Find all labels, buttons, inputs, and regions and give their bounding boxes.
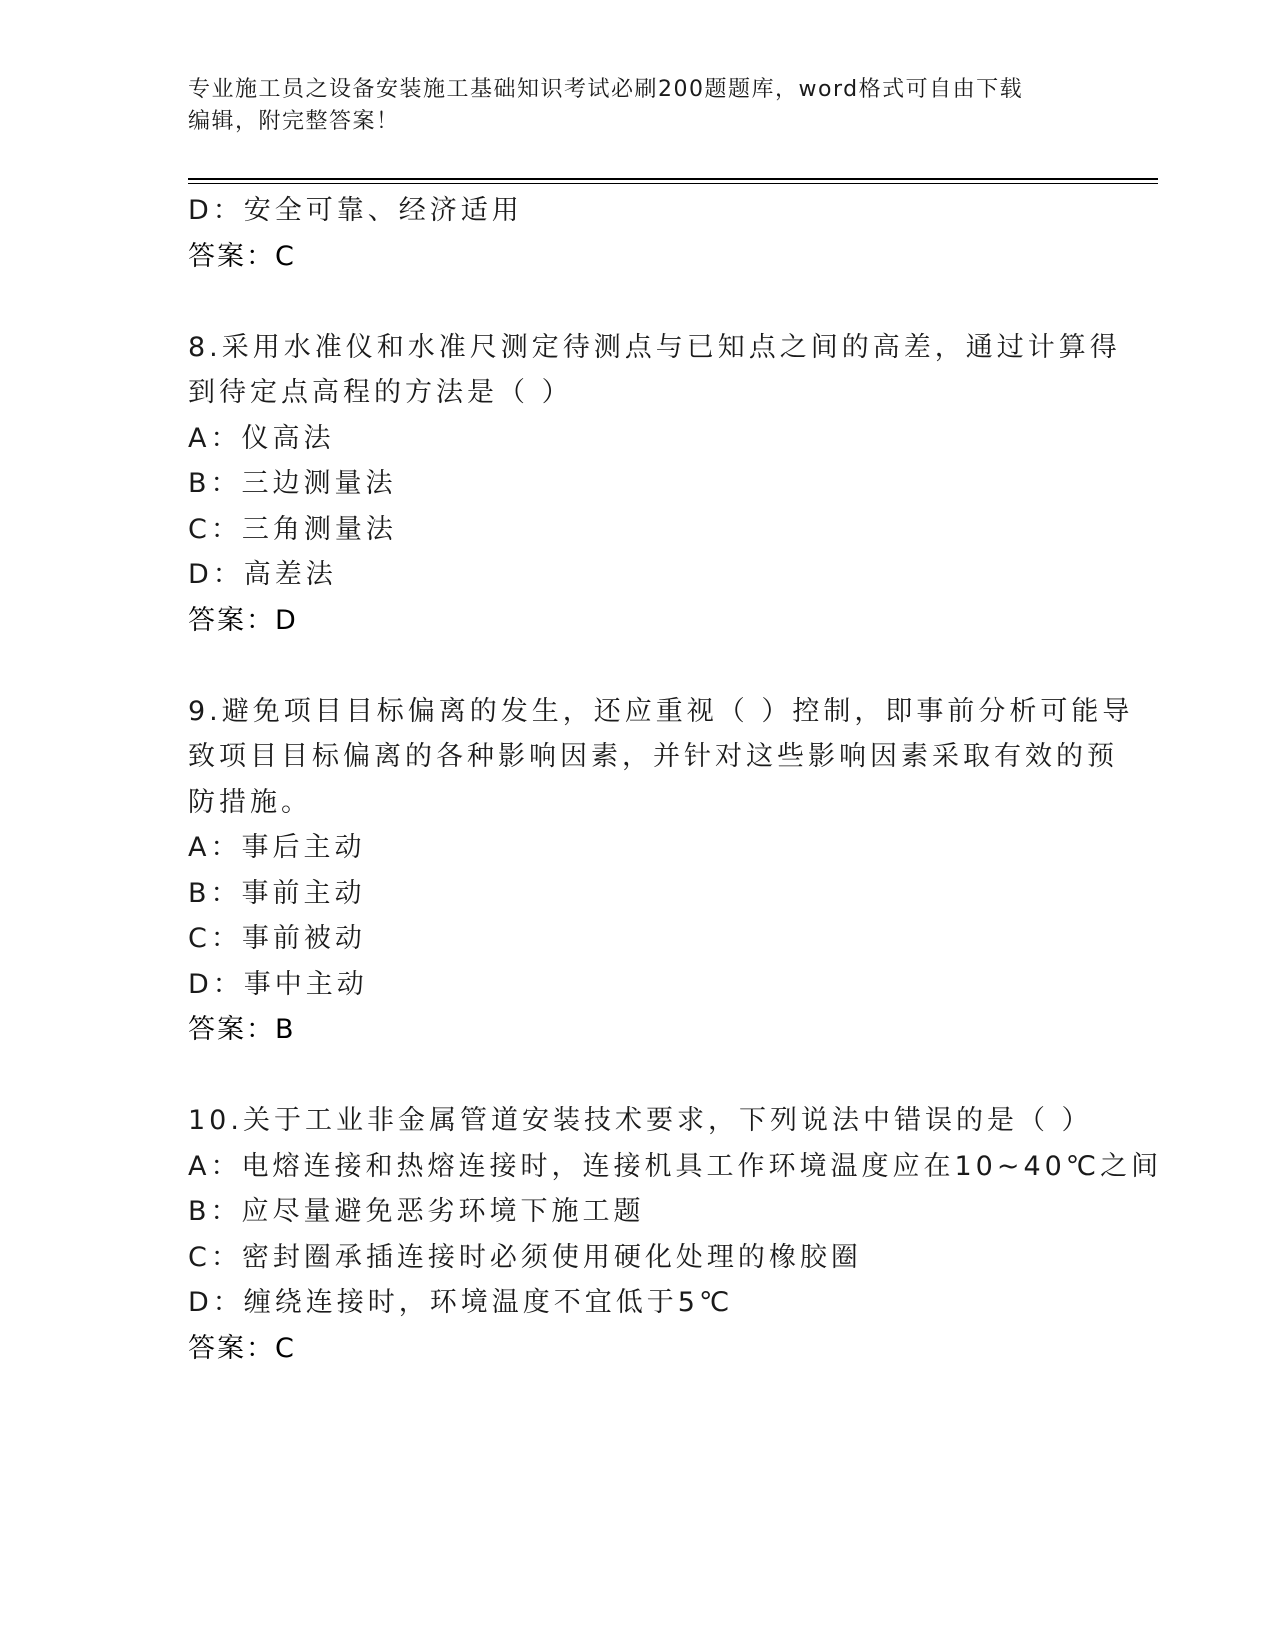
q10-option-b: B：应尽量避免恶劣环境下施工题 — [188, 1196, 645, 1227]
q8-stem-line-1: 8.采用水准仪和水准尺测定待测点与已知点之间的高差，通过计算得 — [188, 331, 1121, 363]
question-10 — [188, 1098, 1163, 1371]
q8-option-c: C：三角测量法 — [188, 513, 397, 545]
q9-answer: 答案：B — [188, 1014, 296, 1045]
header-line-2: 编辑，附完整答案！ — [188, 109, 400, 134]
question-9 — [188, 689, 1134, 1053]
q9-option-c: C：事前被动 — [188, 923, 366, 954]
q8-option-a: A：仪高法 — [188, 422, 335, 454]
question-7-tail — [188, 188, 1088, 279]
q9-stem-line-3: 防措施。 — [188, 786, 312, 818]
q10-option-c: C：密封圈承插连接时必须使用硬化处理的橡胶圈 — [188, 1241, 862, 1273]
q8-option-b: B：三边测量法 — [188, 468, 397, 499]
header-divider-thick — [188, 178, 1158, 180]
q9-stem-line-1: 9.避免项目目标偏离的发生，还应重视（ ）控制，即事前分析可能导 — [188, 695, 1134, 727]
q9-option-d: D：事中主动 — [188, 968, 368, 1000]
q10-stem-line-1: 10.关于工业非金属管道安装技术要求，下列说法中错误的是（ ） — [188, 1105, 1093, 1136]
spacer — [188, 643, 1088, 689]
header-divider-thin — [188, 183, 1158, 184]
q8-option-d: D：高差法 — [188, 559, 337, 590]
page-header — [188, 74, 1068, 138]
spacer — [188, 1053, 1088, 1099]
question-list — [188, 188, 1163, 1371]
q8-stem-line-2: 到待定点高程的方法是（ ） — [188, 377, 573, 408]
q9-option-b: B：事前主动 — [188, 877, 366, 909]
q10-option-d: D：缠绕连接时，环境温度不宜低于5℃ — [188, 1287, 734, 1318]
q7-answer: 答案：C — [188, 240, 296, 272]
q9-option-a: A：事后主动 — [188, 832, 366, 863]
q10-option-a: A：电熔连接和热熔连接时，连接机具工作环境温度应在10~40℃之间 — [188, 1150, 1163, 1182]
q10-answer: 答案：C — [188, 1332, 296, 1364]
question-8 — [188, 325, 1121, 644]
q8-answer: 答案：D — [188, 604, 298, 636]
spacer — [188, 279, 1088, 325]
q7-option-d: D：安全可靠、经济适用 — [188, 195, 523, 226]
q9-stem-line-2: 致项目目标偏离的各种影响因素，并针对这些影响因素采取有效的预 — [188, 741, 1118, 772]
header-line-1: 专业施工员之设备安装施工基础知识考试必刷200题题库，word格式可自由下载 — [188, 77, 1024, 102]
